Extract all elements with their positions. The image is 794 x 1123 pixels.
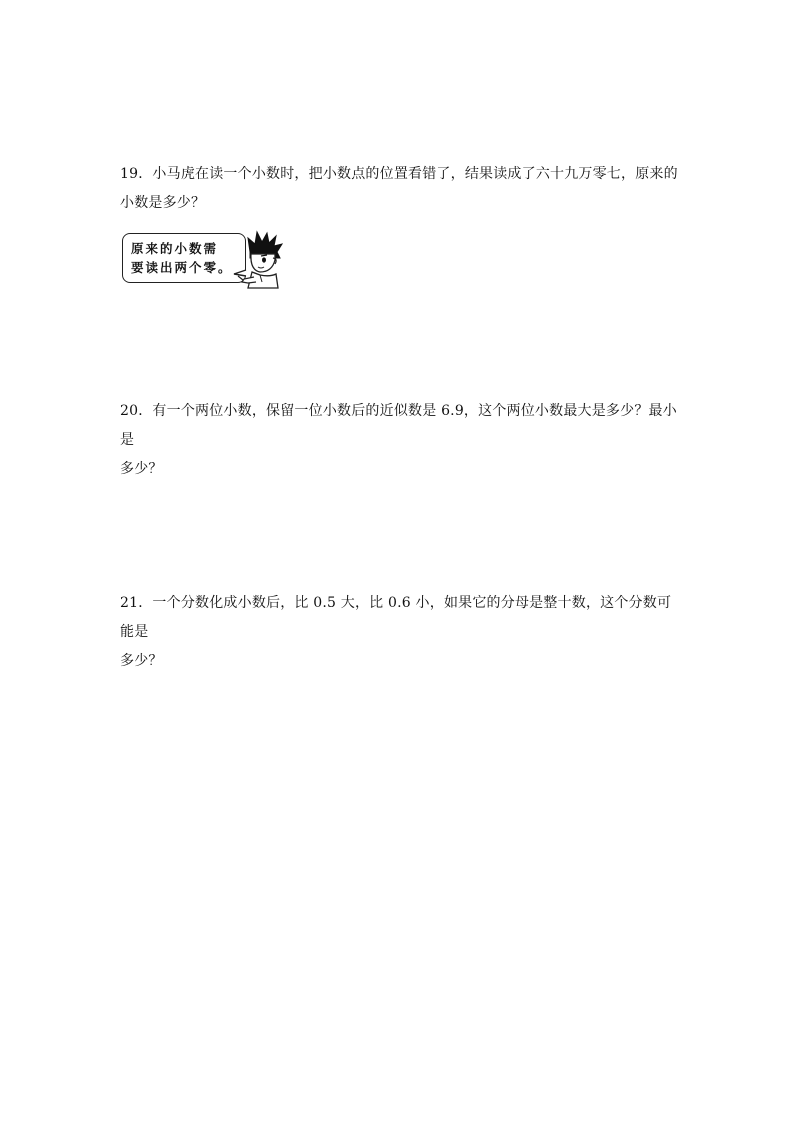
speech-bubble — [122, 233, 246, 283]
speech-bubble-line-1: 原来的小数需 — [131, 241, 219, 256]
question-21-line-1: 21．一个分数化成小数后，比 0.5 大，比 0.6 小，如果它的分母是整十数，这个分数可能是 — [120, 595, 672, 640]
question-19 — [120, 160, 680, 218]
question-21-line-2: 多少？ — [120, 653, 163, 669]
question-20-line-2: 多少？ — [120, 461, 163, 477]
boy-cartoon-icon — [230, 230, 286, 290]
question-20-line-1: 20．有一个两位小数，保留一位小数后的近似数是 6.9，这个两位小数最大是多少？最小是 — [120, 403, 677, 448]
question-19-illustration — [120, 230, 285, 290]
question-19-line-1: 19．小马虎在读一个小数时，把小数点的位置看错了，结果读成了六十九万零七，原来的 — [120, 166, 678, 182]
question-20 — [120, 397, 680, 484]
question-21 — [120, 589, 680, 676]
question-19-line-2: 小数是多少？ — [120, 195, 206, 211]
speech-bubble-line-2: 要读出两个零。 — [131, 260, 233, 275]
